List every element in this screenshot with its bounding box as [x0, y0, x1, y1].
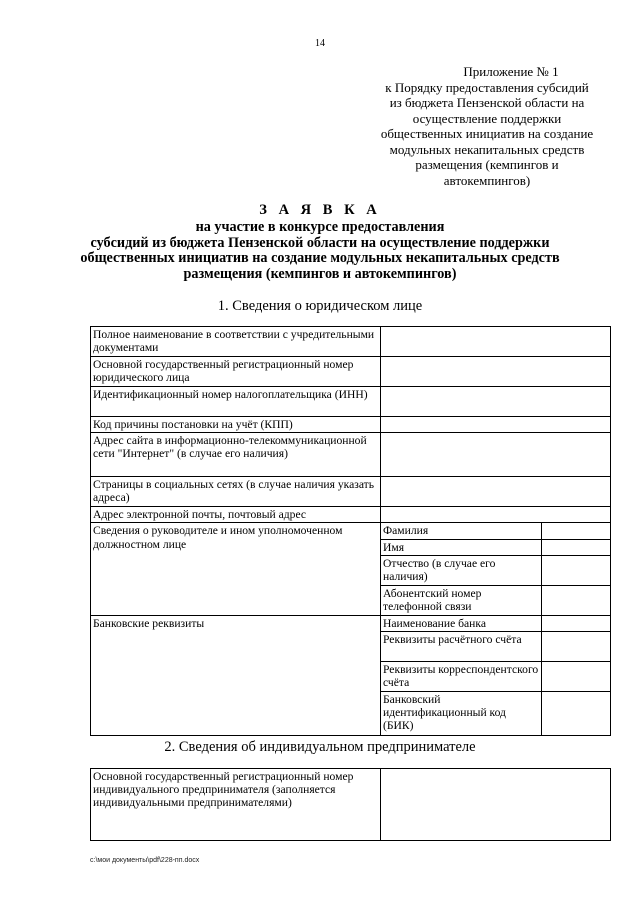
legal-entity-table	[90, 326, 611, 736]
document-title	[0, 203, 640, 283]
table-row	[91, 433, 611, 477]
appendix-line: автокемпингов)	[443, 172, 531, 188]
field-label: Адрес электронной почты, почтовый адрес	[91, 507, 381, 523]
head-label: Сведения о руководителе и ином уполномоченном должностном лице	[91, 523, 381, 615]
value-cell[interactable]	[542, 555, 611, 585]
value-cell[interactable]	[542, 692, 611, 736]
value-cell[interactable]	[542, 615, 611, 631]
value-cell[interactable]	[542, 523, 611, 539]
value-cell[interactable]	[542, 662, 611, 692]
value-cell[interactable]	[381, 433, 611, 477]
value-cell[interactable]	[542, 539, 611, 555]
value-cell[interactable]	[381, 507, 611, 523]
field-label: Код причины постановки на учёт (КПП)	[91, 417, 381, 433]
value-cell[interactable]	[542, 632, 611, 662]
appendix-line: общественных инициатив на создание	[380, 126, 594, 141]
table-row	[91, 615, 611, 631]
value-cell[interactable]	[381, 357, 611, 387]
appendix-line: Приложение № 1	[463, 64, 559, 79]
title-line: субсидий из бюджета Пензенской области на осуществление поддержки	[90, 234, 550, 251]
file-path-footer: c:\мои документы\pdf\228-пп.docx	[90, 857, 200, 864]
table-row	[91, 417, 611, 433]
entrepreneur-table	[90, 768, 611, 841]
field-label: Полное наименование в соответствии с учредительными документами	[91, 327, 381, 357]
appendix-line: из бюджета Пензенской области на	[389, 95, 585, 110]
table-row	[91, 507, 611, 523]
field-label: Основной государственный регистрационный номер юридического лица	[91, 357, 381, 387]
page-number: 14	[315, 38, 325, 49]
sub-field-label: Абонентский номер телефонной связи	[381, 585, 542, 615]
appendix-line: размещения (кемпингов и	[415, 157, 559, 172]
appendix-header	[362, 64, 612, 188]
title-line: общественных инициатив на создание модульных некапитальных средств	[80, 250, 560, 267]
bank-label: Банковские реквизиты	[91, 615, 381, 735]
sub-field-label: Реквизиты расчётного счёта	[381, 632, 542, 662]
value-cell[interactable]	[381, 327, 611, 357]
appendix-line: к Порядку предоставления субсидий	[385, 79, 589, 95]
section2-heading: 2. Сведения об индивидуальном предпринимателе	[164, 739, 476, 755]
table-row	[91, 523, 611, 539]
table-row	[91, 387, 611, 417]
sub-field-label: Реквизиты корреспондентского счёта	[381, 662, 542, 692]
value-cell[interactable]	[542, 585, 611, 615]
section1-heading: 1. Сведения о юридическом лице	[217, 298, 423, 314]
sub-field-label: Имя	[381, 539, 542, 555]
sub-field-label: Наименование банка	[381, 615, 542, 631]
value-cell[interactable]	[381, 477, 611, 507]
appendix-line: осуществление поддержки	[412, 110, 562, 126]
field-label: Основной государственный регистрационный номер индивидуального предпринимателя (заполняется индивидуальными предпринимателями)	[91, 769, 381, 841]
field-label: Адрес сайта в информационно-телекоммуникационной сети "Интернет" (в случае его наличия)	[91, 433, 381, 477]
value-cell[interactable]	[381, 387, 611, 417]
table-row	[91, 357, 611, 387]
title-line: на участие в конкурсе предоставления	[195, 218, 445, 235]
field-label: Идентификационный номер налогоплательщика (ИНН)	[91, 387, 381, 417]
table-row	[91, 477, 611, 507]
appendix-line: модульных некапитальных средств	[389, 141, 585, 157]
title-line: размещения (кемпингов и автокемпингов)	[183, 266, 457, 283]
sub-field-label: Банковский идентификационный код (БИК)	[381, 692, 542, 736]
field-label: Страницы в социальных сетях (в случае наличия указать адреса)	[91, 477, 381, 507]
sub-field-label: Фамилия	[381, 523, 542, 539]
value-cell[interactable]	[381, 769, 611, 841]
title-main: З А Я В К А	[259, 202, 381, 218]
sub-field-label: Отчество (в случае его наличия)	[381, 555, 542, 585]
table-row	[91, 327, 611, 357]
table-row	[91, 769, 611, 841]
value-cell[interactable]	[381, 417, 611, 433]
